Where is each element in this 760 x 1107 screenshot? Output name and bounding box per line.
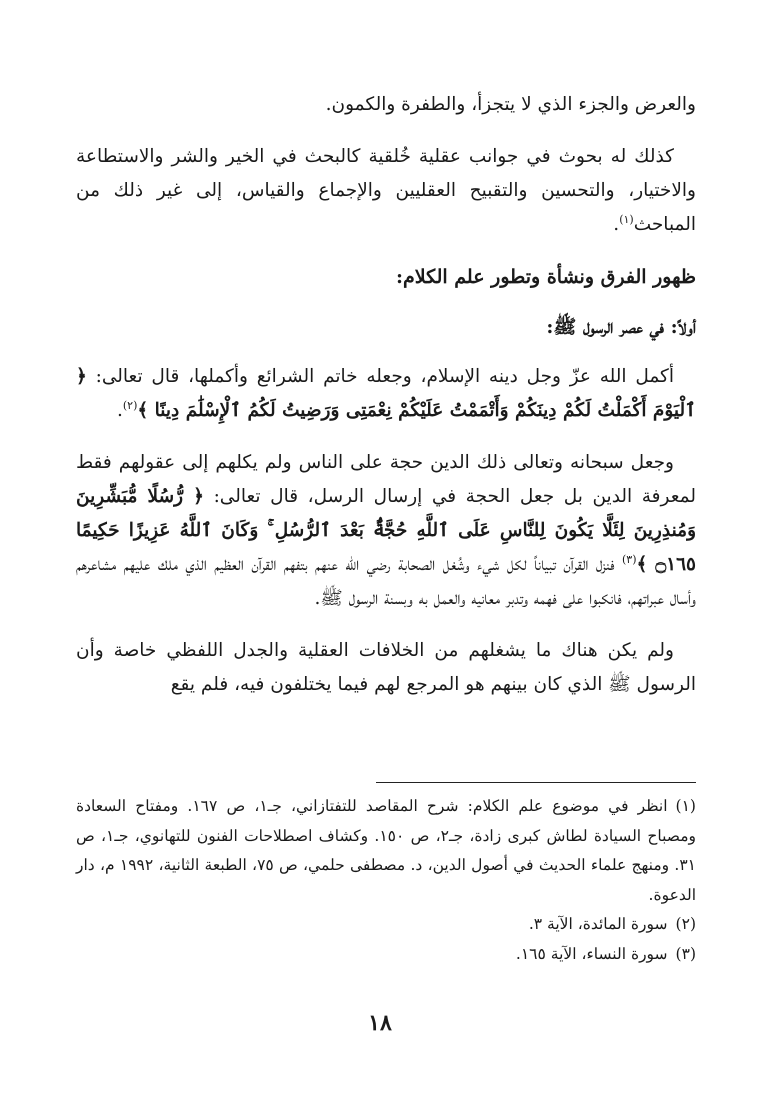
- paragraph-4: [76, 446, 696, 616]
- paragraph-3-end: .: [116, 400, 123, 421]
- paragraph-3: [76, 360, 696, 428]
- footnote-ref-1[interactable]: (١): [619, 212, 634, 226]
- paragraph-3-text: أكمل الله عزّ وجل دينه الإسلام، وجعله خاتم الشرائع وأكملها، قال تعالى:: [95, 366, 674, 387]
- paragraph-2: [76, 140, 696, 242]
- quran-verse-1: ﴿ ٱلْيَوْمَ أَكْمَلْتُ لَكُمْ دِينَكُمْ وَأَتْمَمْتُ عَلَيْكُمْ نِعْمَتِى وَرَضِيتُ لَكُمُ ٱلْإِسْلَٰمَ دِينًا ﴾: [76, 366, 696, 421]
- footnotes: [76, 792, 696, 969]
- paragraph-1: [76, 88, 696, 122]
- footnote-ref-2[interactable]: (٢): [122, 398, 138, 412]
- section-heading: ظهور الفرق ونشأة وتطور علم الكلام:: [396, 266, 696, 288]
- paragraph-1-text: والعرض والجزء الذي لا يتجزأ، والطفرة والكمون.: [325, 94, 696, 115]
- footnote-1: [76, 792, 696, 910]
- footnote-2: [76, 910, 696, 940]
- footnote-3: [76, 940, 696, 970]
- footnote-text: سورة النساء، الآية ١٦٥.: [515, 944, 668, 963]
- page-number: ١٨: [368, 1010, 392, 1036]
- page-body: [76, 88, 696, 720]
- paragraph-5-text: ولم يكن هناك ما يشغلهم من الخلافات العقلية والجدل اللفظي خاصة وأن الرسول ﷺ الذي كان بينهم هو المرجع لهم فيما يختلفون فيه، فلم يقع: [76, 640, 696, 695]
- subsection-heading: أولاً: في عصر الرسول ﷺ:: [546, 316, 696, 338]
- paragraph-2-text: كذلك له بحوث في جوانب عقلية خُلقية كالبحث في الخير والشر والاستطاعة والاختيار، والتحسين والتقبيح العقليين والإجماع والقياس، إلى غير ذلك من المباحث: [76, 146, 696, 235]
- paragraph-4-rest: فنزل القرآن تبياناً لكل شيء وشُغل الصحابة رضي الله عنهم بتفهم القرآن العظيم الذي ملك عليهم مشاعرهم وأسال عبراتهم، فانكبوا على فهمه وتدبر معانيه والعمل به وبسنة الرسول ﷺ.: [76, 554, 696, 609]
- paragraph-4-text: وجعل سبحانه وتعالى ذلك الدين حجة على الناس ولم يكلهم إلى عقولهم فقط لمعرفة الدين بل جعل الحجة في إرسال الرسل، قال تعالى:: [76, 452, 696, 507]
- footnote-text: انظر في موضوع علم الكلام: شرح المقاصد للتفتازاني، جـ١، ص ١٦٧. ومفتاح السعادة ومصباح السيادة لطاش كبرى زادة، جـ٢، ص ١٥٠. وكشاف اصطلاحات الفنون للتهانوي، جـ١، ص ٣١. ومنهج علماء الحديث في أصول الدين، د. مصطفى حلمي، ص ٧٥، الطبعة الثانية، ١٩٩٢ م، دار الدعوة.: [76, 797, 696, 904]
- footnote-number: (١): [675, 797, 696, 815]
- footnote-divider: [376, 782, 696, 783]
- footnote-ref-3[interactable]: (٣): [621, 552, 637, 566]
- footnote-text: سورة المائدة، الآية ٣.: [528, 915, 668, 933]
- footnote-number: (٢): [675, 915, 696, 933]
- quran-verse-2: ﴿ رُّسُلًا مُّبَشِّرِينَ وَمُنذِرِينَ لِئَلَّا يَكُونَ لِلنَّاسِ عَلَى ٱللَّهِ حُجَّةٌۢ بَعْدَ ٱلرُّسُلِ ۚ وَكَانَ ٱللَّهُ عَزِيزًا حَكِيمًا ۝١٦٥ ﴾: [76, 486, 696, 575]
- footnote-number: (٣): [675, 944, 696, 963]
- paragraph-5: [76, 634, 696, 702]
- paragraph-2-end: .: [613, 214, 620, 235]
